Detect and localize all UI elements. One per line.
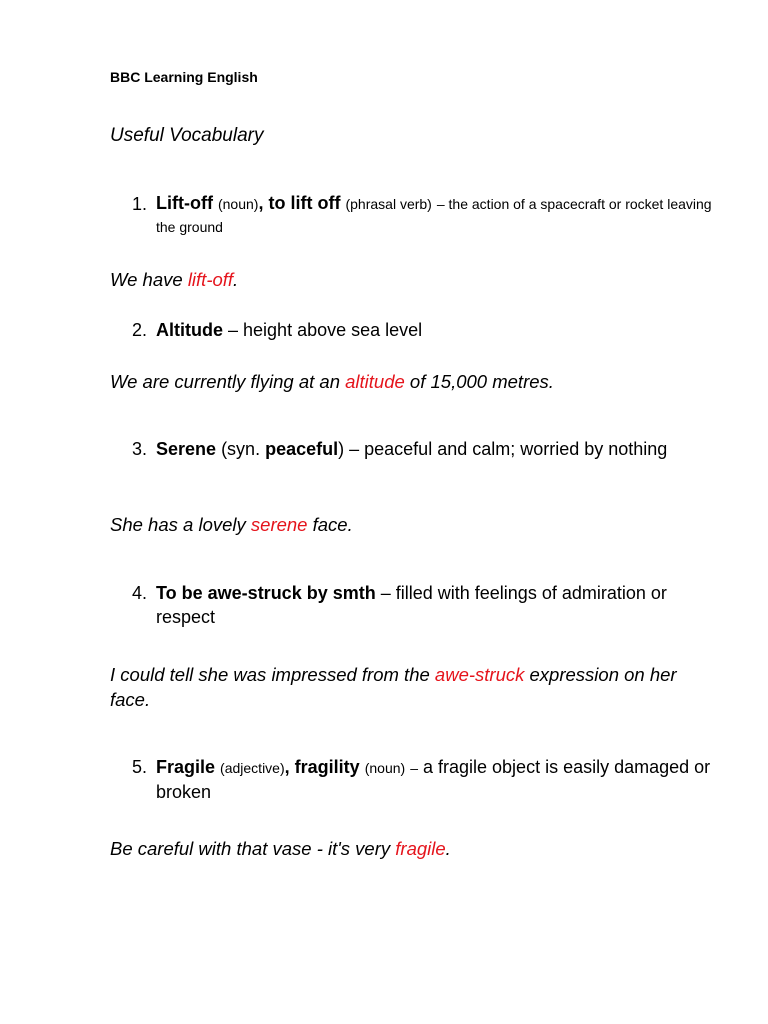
entry-term-2: fragility xyxy=(294,757,360,777)
part-of-speech: (adjective) xyxy=(220,760,285,776)
example-text-end: of 15,000 metres. xyxy=(404,371,554,392)
page-title: Useful Vocabulary xyxy=(110,125,264,146)
entry-body xyxy=(156,318,712,342)
entry-number: 5. xyxy=(132,757,148,777)
example-text: She has a lovely xyxy=(110,514,251,535)
example-sentence-4 xyxy=(110,662,715,712)
vocab-entry-3 xyxy=(132,437,712,461)
entry-definition: – peaceful and calm; worried by nothing xyxy=(349,439,668,459)
entry-term: Lift-off xyxy=(156,193,213,213)
example-text: I could tell she was impressed from the xyxy=(110,664,435,685)
example-highlight: fragile xyxy=(395,838,446,859)
entry-dash: – xyxy=(410,760,418,776)
example-highlight: awe-struck xyxy=(434,664,525,685)
example-text: We have xyxy=(110,269,188,290)
vocab-entry-2 xyxy=(132,318,712,342)
entry-number: 3. xyxy=(132,439,148,459)
entry-definition: – height above sea level xyxy=(228,320,423,340)
entry-term: Fragile xyxy=(156,757,216,777)
vocab-entry-5 xyxy=(132,755,712,804)
example-highlight: lift-off xyxy=(187,269,234,290)
example-text-end: expression on her face. xyxy=(110,664,677,710)
synonym-word: peaceful xyxy=(265,439,339,459)
example-text: Be careful with that vase - it's very xyxy=(110,838,396,859)
entry-body xyxy=(156,581,712,629)
entry-term-2: to lift off xyxy=(268,193,341,213)
entry-comma: , xyxy=(284,757,290,777)
entry-term: To be awe-struck by smth xyxy=(156,583,376,603)
example-text-end: . xyxy=(233,269,239,290)
example-text: We are currently flying at an xyxy=(110,371,346,392)
example-sentence-3 xyxy=(110,512,715,537)
entry-number: 2. xyxy=(132,320,148,340)
example-text-end: . xyxy=(445,838,451,859)
synonym-open: (syn. xyxy=(221,439,266,459)
entry-body xyxy=(156,755,712,804)
entry-term: Serene xyxy=(156,439,217,459)
example-text-end: face. xyxy=(307,514,353,535)
example-sentence-2 xyxy=(110,369,715,394)
part-of-speech-2: (noun) xyxy=(364,760,406,776)
part-of-speech: (noun) xyxy=(217,196,259,212)
example-sentence-5 xyxy=(110,836,715,861)
entry-number: 1. xyxy=(132,194,148,214)
example-highlight: serene xyxy=(250,514,308,535)
entry-definition: – the action of a spacecraft or rocket leaving the ground xyxy=(156,196,712,235)
vocab-entry-1 xyxy=(132,192,712,238)
part-of-speech-2: (phrasal verb) xyxy=(345,196,432,212)
vocab-entry-4 xyxy=(132,581,712,629)
entry-definition: – filled with feelings of admiration or respect xyxy=(156,583,667,627)
entry-number: 4. xyxy=(132,583,148,603)
example-sentence-1 xyxy=(110,267,715,292)
entry-comma: , xyxy=(258,193,264,213)
synonym-close: ) xyxy=(338,439,345,459)
entry-body xyxy=(156,437,712,461)
entry-term: Altitude xyxy=(156,320,223,340)
document-header: BBC Learning English xyxy=(110,69,258,85)
example-highlight: altitude xyxy=(345,371,405,392)
entry-definition: a fragile object is easily damaged or broken xyxy=(156,757,711,802)
entry-body xyxy=(156,192,712,238)
